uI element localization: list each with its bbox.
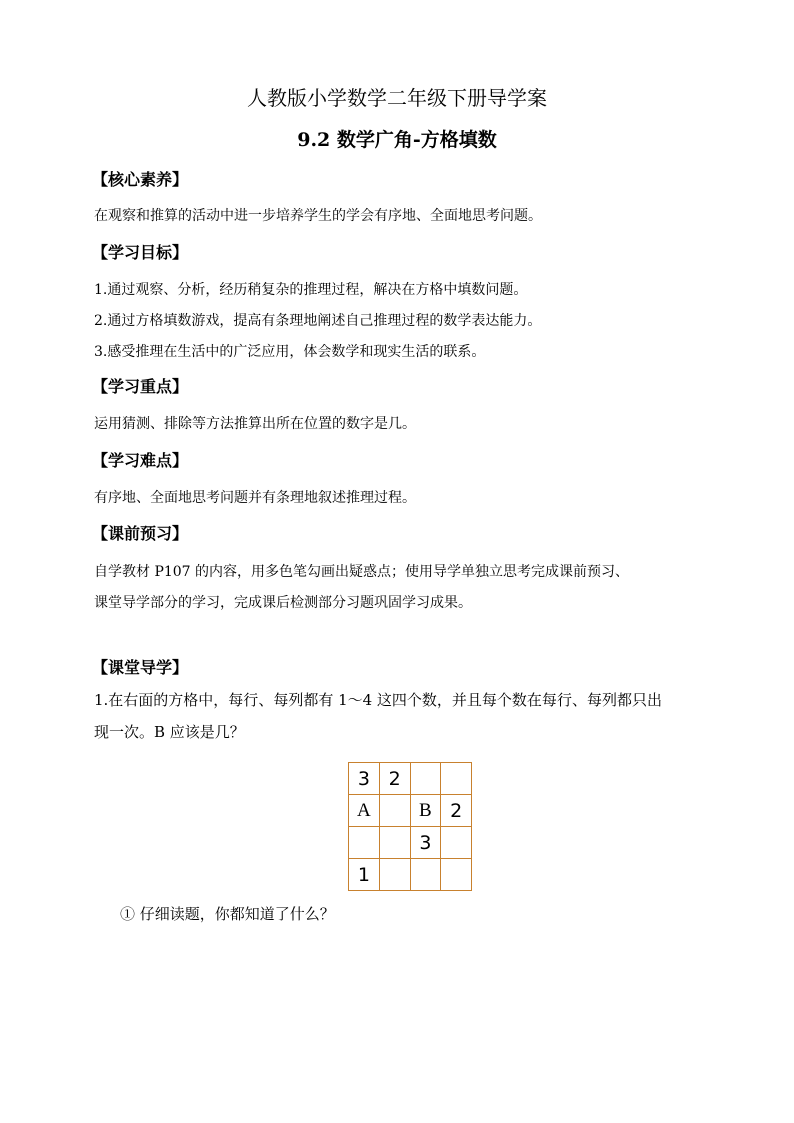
lesson-title: 9.2 数学广角-方格填数 bbox=[297, 129, 497, 151]
grid-cell bbox=[441, 763, 472, 795]
difficulties-heading: 【学习难点】 bbox=[92, 451, 189, 470]
objective-item-1: 1.通过观察、分析，经历稍复杂的推理过程，解决在方格中填数问题。 bbox=[94, 282, 528, 298]
grid-row bbox=[349, 859, 472, 891]
core-literacy-heading: 【核心素养】 bbox=[92, 170, 189, 189]
grid-cell: 2 bbox=[379, 763, 410, 795]
objectives-heading: 【学习目标】 bbox=[92, 243, 189, 262]
preview-line-2: 课堂导学部分的学习，完成课后检测部分习题巩固学习成果。 bbox=[94, 595, 472, 611]
grid-row bbox=[349, 827, 472, 859]
sub-question-1: ① 仔细读题，你都知道了什么？ bbox=[120, 905, 335, 923]
difficulties-text: 有序地、全面地思考问题并有条理地叙述推理过程。 bbox=[94, 490, 416, 506]
core-literacy-text: 在观察和推算的活动中进一步培养学生的学会有序地、全面地思考问题。 bbox=[94, 208, 542, 224]
grid-cell bbox=[379, 827, 410, 859]
grid-cell bbox=[410, 763, 441, 795]
objective-item-2: 2.通过方格填数游戏，提高有条理地阐述自己推理过程的数学表达能力。 bbox=[94, 313, 542, 329]
key-points-heading: 【学习重点】 bbox=[92, 377, 189, 396]
grid-row bbox=[349, 763, 472, 795]
grid-cell bbox=[441, 827, 472, 859]
grid-cell: 3 bbox=[349, 763, 380, 795]
grid-cell: 1 bbox=[349, 859, 380, 891]
grid-cell bbox=[349, 827, 380, 859]
grid-cell: 3 bbox=[410, 827, 441, 859]
grid-cell: A bbox=[349, 795, 380, 827]
grid-cell: B bbox=[410, 795, 441, 827]
objective-item-3: 3.感受推理在生活中的广泛应用，体会数学和现实生活的联系。 bbox=[94, 344, 486, 360]
preview-line-1: 自学教材 P107 的内容，用多色笔勾画出疑惑点；使用导学单独立思考完成课前预习、 bbox=[94, 564, 630, 580]
question-line-2: 现一次。B 应该是几？ bbox=[94, 723, 245, 741]
grid-cell bbox=[410, 859, 441, 891]
preview-heading: 【课前预习】 bbox=[92, 524, 189, 543]
key-points-text: 运用猜测、排除等方法推算出所在位置的数字是几。 bbox=[94, 416, 416, 432]
grid-cell bbox=[379, 795, 410, 827]
guided-learning-heading: 【课堂导学】 bbox=[92, 658, 189, 677]
grid-row bbox=[349, 795, 472, 827]
grid-cell: 2 bbox=[441, 795, 472, 827]
grid-cell bbox=[379, 859, 410, 891]
question-line-1: 1.在右面的方格中，每行、每列都有 1～4 这四个数，并且每个数在每行、每列都只出 bbox=[94, 691, 662, 709]
grid-cell bbox=[441, 859, 472, 891]
number-grid bbox=[348, 762, 472, 891]
document-title: 人教版小学数学二年级下册导学案 bbox=[247, 86, 547, 110]
